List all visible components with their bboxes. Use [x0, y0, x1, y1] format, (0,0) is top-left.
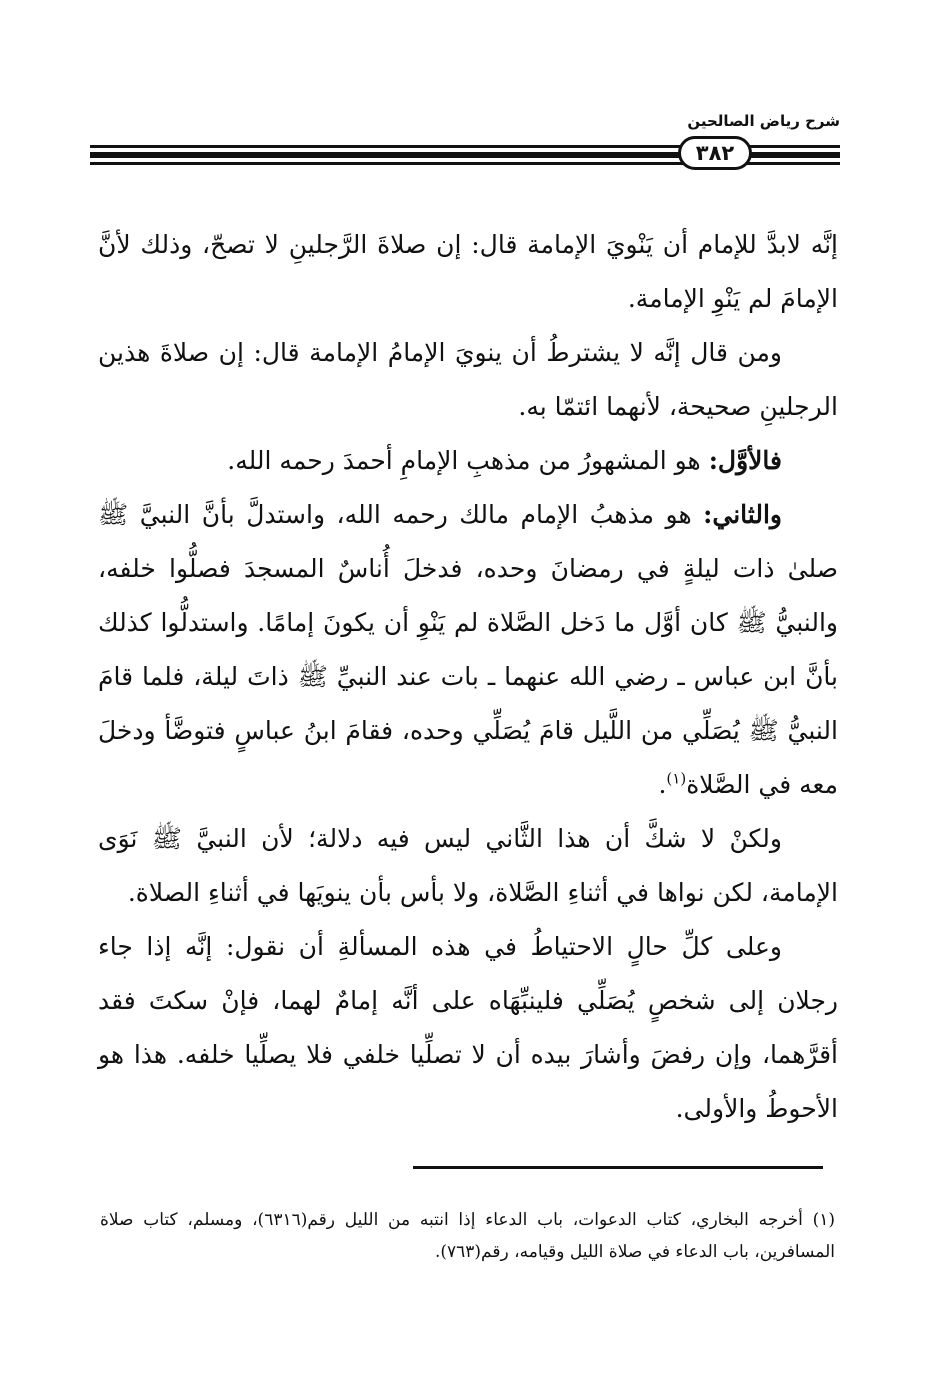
footnote-1: (١) أخرجه البخاري، كتاب الدعوات، باب الدعاء إذا انتبه من الليل رقم(٦٣١٦)، ومسلم، كتاب صلاة المسافرين، باب الدعاء في صلاة الليل وقيامه، رقم(٧٦٣).: [100, 1210, 835, 1262]
paragraph-3-text: هو المشهورُ من مذهبِ الإمامِ أحمدَ رحمه الله.: [227, 446, 701, 475]
footnotes: [100, 1204, 835, 1268]
footnote-reference: (١): [666, 769, 687, 788]
main-text: [98, 218, 838, 1136]
paragraph-3: [98, 434, 838, 488]
paragraph-2: ومن قال إنَّه لا يشترطُ أن ينويَ الإمامُ الإمامة قال: إن صلاةَ هذين الرجلينِ صحيحة، لأنهما ائتمّا به.: [98, 338, 838, 421]
footnote-separator: [413, 1166, 823, 1169]
paragraph-4-end: .: [658, 770, 667, 799]
page-header: [90, 112, 840, 182]
paragraph-4: [98, 488, 838, 812]
paragraph-1: إنَّه لابدَّ للإمام أن يَنْويَ الإمامة قال: إن صلاةَ الرَّجلينِ لا تصحّ، وذلك لأنَّ الإمامَ لم يَنْوِ الإمامة.: [98, 230, 838, 313]
page-number: ٣٨٢: [678, 136, 752, 170]
book-title: شرح رياض الصالحين: [687, 112, 840, 130]
paragraph-5: ولكنْ لا شكَّ أن هذا الثَّاني ليس فيه دلالة؛ لأن النبيَّ ﷺ نَوَى الإمامة، لكن نواها في أثناءِ الصَّلاة، ولا بأس بأن ينويَها في أثناءِ الصلاة.: [98, 824, 838, 907]
paragraph-4-lead: والثاني:: [703, 500, 782, 529]
paragraph-4-text: هو مذهبُ الإمام مالك رحمه الله، واستدلَّ بأنَّ النبيَّ ﷺ صلىٰ ذات ليلةٍ في رمضانَ وحده، فدخلَ أُناسٌ المسجدَ فصلُّوا خلفه، والنبيُّ ﷺ كان أوَّل ما دَخل الصَّلاة لم يَنْوِ أن يكونَ إمامًا. واستدلُّوا كذلك بأنَّ ابن عباس ـ رضي الله عنهما ـ بات عند النبيِّ ﷺ ذاتَ ليلة، فلما قامَ النبيُّ ﷺ يُصَلِّي من اللَّيل قامَ يُصَلِّي وحده، فقامَ ابنُ عباسٍ فتوضَّأ ودخلَ معه في الصَّلاة: [98, 500, 838, 799]
paragraph-3-lead: فالأوَّل:: [708, 446, 782, 475]
paragraph-6: وعلى كلِّ حالٍ الاحتياطُ في هذه المسألةِ أن نقول: إنَّه إذا جاء رجلان إلى شخصٍ يُصَلِّي فلينبِّهَاه على أنَّه إمامٌ لهما، فإنْ سكتَ فقد أقرَّهما، وإن رفضَ وأشارَ بيده أن لا تصلِّيا خلفي فلا يصلِّيا خلفه. هذا هو الأحوطُ والأولى.: [98, 932, 838, 1123]
